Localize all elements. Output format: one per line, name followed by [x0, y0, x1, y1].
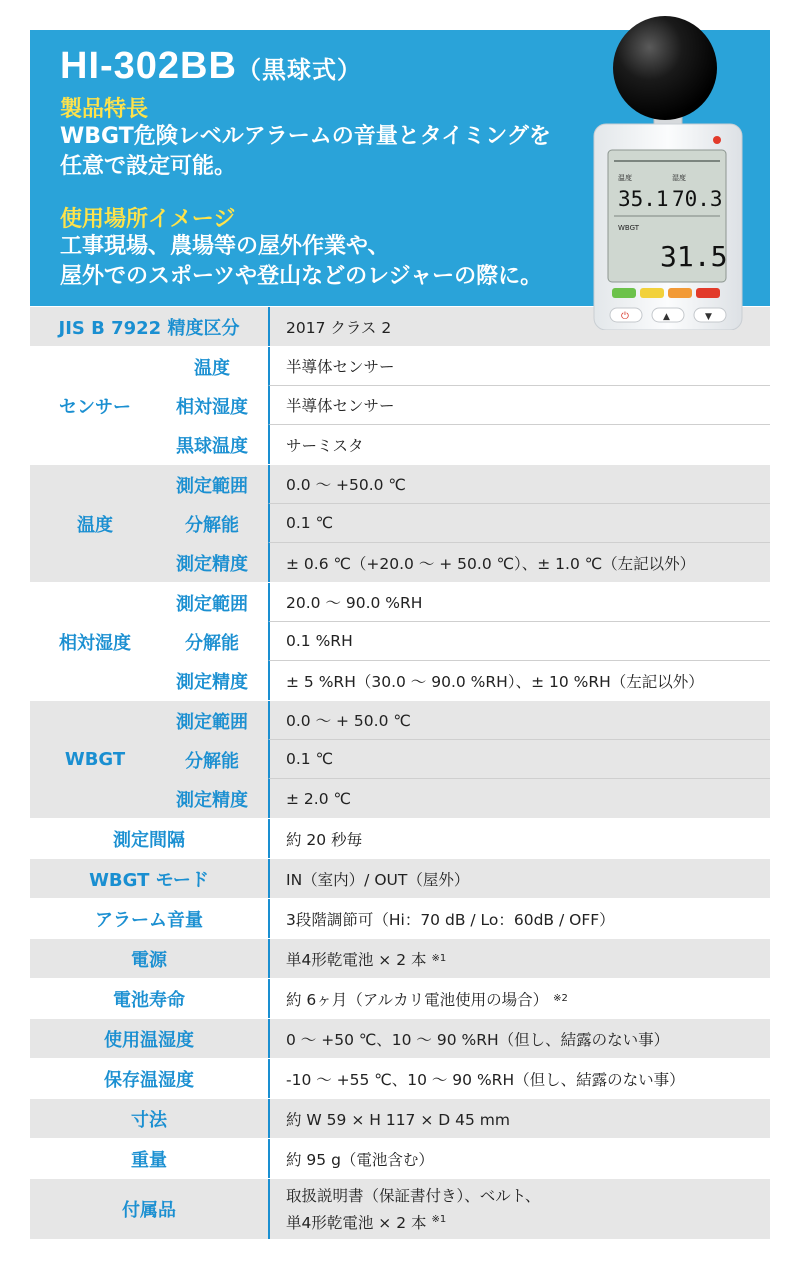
spec-value	[268, 1179, 770, 1239]
spec-table	[30, 306, 770, 1239]
footnote-mark: ※1	[431, 1213, 447, 1225]
product-model: HI-302BB	[60, 45, 237, 87]
lcd-humidity-value: 70.3	[672, 187, 723, 211]
spec-row-dimensions	[30, 1098, 770, 1138]
spec-row-accessories	[30, 1178, 770, 1239]
spec-group-label: WBGT	[64, 749, 126, 770]
spec-value-line	[286, 1208, 446, 1235]
alarm-led-icon	[713, 136, 721, 144]
spec-row-power	[30, 938, 770, 978]
spec-label: WBGT モード	[89, 869, 209, 891]
spec-label: 保存温湿度	[104, 1069, 194, 1091]
spec-label: JIS B 7922 精度区分	[58, 317, 240, 339]
spec-value: 約 95 g（電池含む）	[268, 1139, 770, 1178]
spec-value: 約 20 秒毎	[268, 819, 770, 858]
spec-group-label: 温度	[77, 514, 113, 536]
footnote-mark: ※1	[431, 953, 447, 964]
usage-heading: 使用場所イメージ	[60, 207, 236, 232]
spec-sub-label: 温度	[194, 357, 230, 379]
spec-value-text: 単4形乾電池 × 2 本	[286, 1213, 427, 1232]
spec-row-interval	[30, 818, 770, 858]
spec-sub-label: 測定範囲	[176, 593, 248, 615]
spec-value-text: 約 6ヶ月（アルカリ電池使用の場合）	[286, 990, 549, 1009]
spec-value-line: 取扱説明書（保証書付き）、ベルト、	[286, 1186, 541, 1205]
spec-label: 測定間隔	[113, 829, 185, 851]
level-indicator-danger	[696, 288, 720, 298]
spec-sub-label: 測定精度	[176, 553, 248, 575]
spec-value: 半導体センサー	[268, 386, 770, 425]
up-arrow-icon: ▲	[663, 312, 670, 322]
spec-value	[268, 979, 770, 1018]
spec-value-text: 単4形乾電池 × 2 本	[286, 950, 427, 969]
spec-sub-label: 分解能	[185, 750, 239, 772]
spec-sub-label: 測定精度	[176, 789, 248, 811]
spec-group-wbgt	[30, 700, 770, 818]
spec-group-humidity	[30, 582, 770, 700]
spec-label: 使用温湿度	[104, 1029, 194, 1051]
product-title	[60, 45, 362, 88]
usage-text: 工事現場、農場等の屋外作業や、 屋外でのスポーツや登山などのレジャーの際に。	[60, 234, 543, 289]
spec-value: 0 〜 +50 ℃、10 〜 90 %RH（但し、結露のない事）	[268, 1019, 770, 1058]
black-globe-icon	[613, 16, 717, 120]
spec-row-weight	[30, 1138, 770, 1178]
spec-sub-label: 相対湿度	[176, 396, 248, 418]
spec-value: 0.0 〜 + 50.0 ℃	[268, 701, 770, 740]
spec-value: 半導体センサー	[268, 347, 770, 386]
product-type: （黒球式）	[236, 57, 362, 84]
level-indicator-warning	[668, 288, 692, 298]
footnote-mark: ※2	[553, 993, 568, 1004]
spec-sub-label: 黒球温度	[176, 435, 248, 457]
spec-value: ± 5 %RH（30.0 〜 90.0 %RH）、± 10 %RH（左記以外）	[268, 661, 770, 700]
device-illustration	[588, 10, 770, 330]
spec-row-storage	[30, 1058, 770, 1098]
lcd-temp-value: 35.1	[618, 187, 669, 211]
spec-value: 2017 クラス 2	[268, 307, 770, 346]
spec-row-battery-life	[30, 978, 770, 1018]
spec-group-label: センサー	[59, 396, 131, 418]
spec-label: 電池寿命	[113, 989, 185, 1011]
lcd-temp-label: 温度	[618, 174, 632, 182]
feature-heading: 製品特長	[60, 97, 149, 122]
spec-value: 0.1 ℃	[268, 504, 770, 543]
spec-value: 約 W 59 × H 117 × D 45 mm	[268, 1099, 770, 1138]
feature-text: WBGT危険レベルアラームの音量とタイミングを 任意で設定可能。	[60, 124, 551, 179]
spec-sub-label: 分解能	[185, 632, 239, 654]
spec-row-mode	[30, 858, 770, 898]
spec-group-temperature	[30, 464, 770, 582]
level-indicator-safe	[612, 288, 636, 298]
level-indicator-caution	[640, 288, 664, 298]
spec-row-alarm	[30, 898, 770, 938]
lcd-wbgt-label: WBGT	[618, 224, 640, 232]
spec-sub-label: 分解能	[185, 514, 239, 536]
spec-row-operating	[30, 1018, 770, 1058]
spec-sub-label: 測定精度	[176, 671, 248, 693]
down-arrow-icon: ▼	[705, 312, 712, 322]
spec-value: 0.0 〜 +50.0 ℃	[268, 465, 770, 504]
spec-value: 0.1 %RH	[268, 622, 770, 661]
spec-label: 付属品	[122, 1200, 176, 1221]
spec-value: 20.0 〜 90.0 %RH	[268, 583, 770, 622]
spec-sub-label: 測定範囲	[176, 711, 248, 733]
spec-label: 寸法	[131, 1109, 167, 1131]
spec-value: サーミスタ	[268, 425, 770, 464]
spec-value: ± 0.6 ℃（+20.0 〜 + 50.0 ℃）、± 1.0 ℃（左記以外）	[268, 543, 770, 582]
spec-label: 電源	[131, 949, 167, 971]
spec-value: ± 2.0 ℃	[268, 779, 770, 818]
power-icon: ⏻	[621, 311, 629, 322]
lcd-humidity-label: 湿度	[672, 174, 686, 182]
spec-group-sensor	[30, 346, 770, 464]
spec-value: IN（室内）/ OUT（屋外）	[268, 859, 770, 898]
spec-sub-label: 測定範囲	[176, 475, 248, 497]
lcd-wbgt-value: 31.5	[660, 240, 728, 273]
spec-label: アラーム音量	[95, 909, 203, 931]
spec-value: -10 〜 +55 ℃、10 〜 90 %RH（但し、結露のない事）	[268, 1059, 770, 1098]
spec-label: 重量	[131, 1149, 167, 1171]
spec-value	[268, 939, 770, 978]
spec-group-label: 相対湿度	[59, 632, 131, 654]
spec-value: 0.1 ℃	[268, 740, 770, 779]
spec-value: 3段階調節可（Hi：70 dB / Lo：60dB / OFF）	[268, 899, 770, 938]
